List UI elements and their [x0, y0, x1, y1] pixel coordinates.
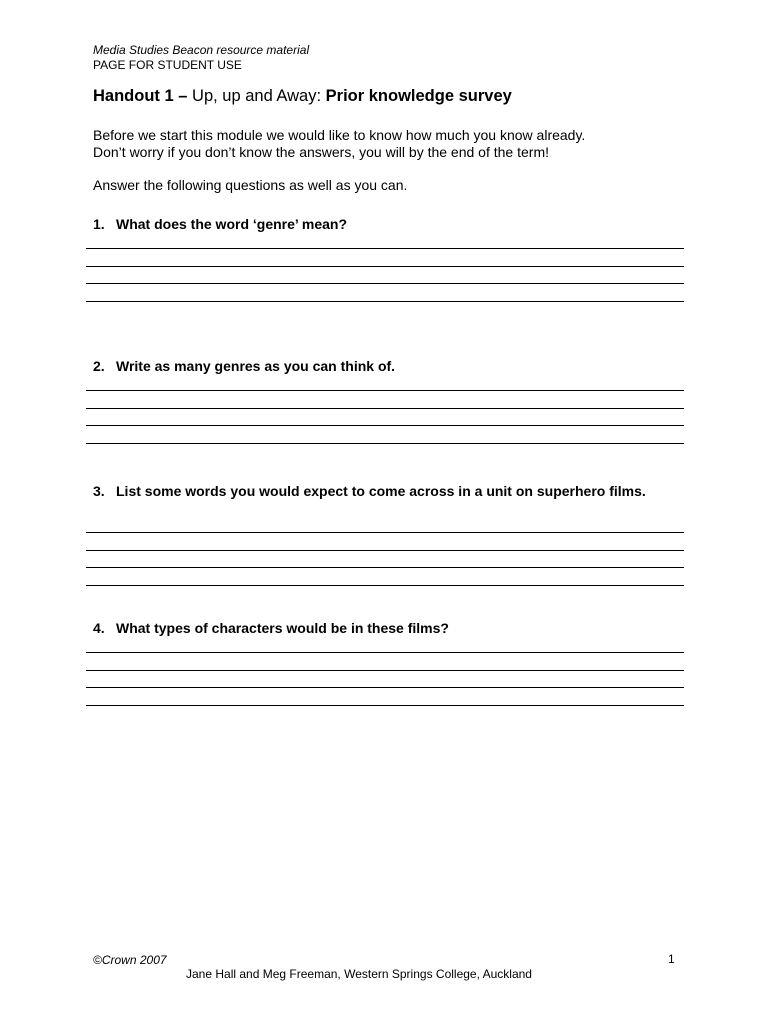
answer-line[interactable]: [86, 408, 684, 409]
answer-line[interactable]: [86, 266, 684, 267]
header-resource-label: Media Studies Beacon resource material: [93, 43, 310, 57]
answer-line[interactable]: [86, 705, 684, 706]
question-text: What does the word ‘genre’ mean?: [116, 216, 348, 232]
answer-line[interactable]: [86, 567, 684, 568]
page-number: 1: [668, 952, 675, 966]
question-number: 4.: [93, 620, 105, 636]
footer-copyright: ©Crown 2007: [93, 953, 167, 967]
answer-line[interactable]: [86, 425, 684, 426]
question-3: [93, 483, 673, 500]
answer-line[interactable]: [86, 443, 684, 444]
intro-line-2: Don’t worry if you don’t know the answers, you will by the end of the term!: [93, 144, 549, 160]
title-suffix: Prior knowledge survey: [325, 87, 512, 105]
answer-line[interactable]: [86, 550, 684, 551]
intro-paragraph: [93, 127, 693, 161]
answer-line[interactable]: [86, 301, 684, 302]
question-1: [93, 216, 673, 233]
title-prefix: Handout 1 –: [93, 87, 188, 105]
question-number: 3.: [93, 483, 105, 499]
question-number: 1.: [93, 216, 105, 232]
header-audience-label: PAGE FOR STUDENT USE: [93, 58, 242, 72]
answer-line[interactable]: [86, 687, 684, 688]
page-title: [93, 87, 512, 106]
question-text: Write as many genres as you can think of.: [116, 358, 396, 374]
question-4: [93, 620, 673, 637]
answer-line[interactable]: [86, 248, 684, 249]
footer-credit: Jane Hall and Meg Freeman, Western Springs College, Auckland: [186, 967, 532, 981]
answer-line[interactable]: [86, 670, 684, 671]
title-middle: Up, up and Away:: [187, 87, 326, 105]
question-number: 2.: [93, 358, 105, 374]
question-text: What types of characters would be in these films?: [116, 620, 449, 636]
answer-line[interactable]: [86, 652, 684, 653]
answer-line[interactable]: [86, 390, 684, 391]
question-text: List some words you would expect to come across in a unit on superhero films.: [116, 483, 646, 499]
answer-line[interactable]: [86, 532, 684, 533]
instruction-text: Answer the following questions as well as you can.: [93, 177, 408, 193]
question-2: [93, 358, 673, 375]
answer-line[interactable]: [86, 585, 684, 586]
answer-line[interactable]: [86, 283, 684, 284]
intro-line-1: Before we start this module we would like to know how much you know already.: [93, 127, 586, 143]
